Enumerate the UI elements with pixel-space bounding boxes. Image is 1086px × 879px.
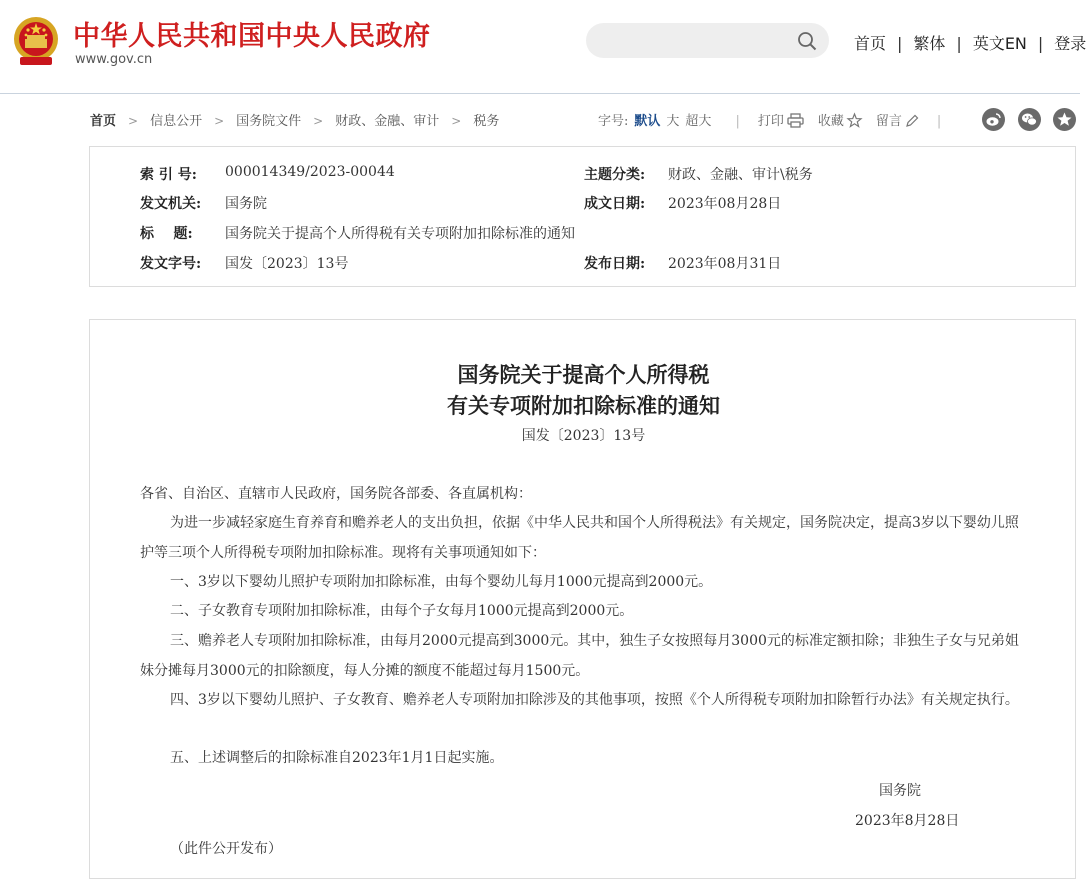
site-title[interactable]: 中华人民共和国中央人民政府 (73, 21, 431, 52)
search-input[interactable] (586, 23, 829, 58)
article-paragraph: 三、赡养老人专项附加扣除标准，由每月2000元提高到3000元。其中，独生子女按照每月3000元的标准定额扣除；非独生子女与兄弟姐妹分摊每月3000元的扣除额度，每人分摊的额度不能超过每月1500元。 (140, 633, 1019, 679)
comment-label: 留言 (875, 114, 902, 129)
article-paragraph: 二、子女教育专项附加扣除标准，由每个子女每月1000元提高到2000元。 (170, 603, 634, 619)
article-doc-number: 国发〔2023〕13号 (521, 428, 646, 444)
meta-index-value: 000014349/2023-00044 (225, 164, 395, 180)
meta-category-label: 主题分类: (584, 167, 646, 183)
breadcrumb-info-open[interactable]: 信息公开 (150, 114, 203, 129)
nav-login[interactable]: 登录 (1054, 34, 1086, 53)
chevron-right-icon: > (451, 114, 462, 128)
breadcrumb-finance[interactable]: 财政、金融、审计 (335, 114, 440, 129)
article-title-line2: 有关专项附加扣除标准的通知 (447, 393, 720, 418)
nav-separator: | (897, 34, 903, 53)
article-salutation: 各省、自治区、直辖市人民政府，国务院各部委、各直属机构： (140, 486, 532, 502)
printer-icon (787, 113, 804, 128)
article-paragraph: 五、上述调整后的扣除标准自2023年1月1日起实施。 (170, 750, 504, 766)
nav-separator: | (956, 34, 962, 53)
star-icon (847, 113, 862, 128)
qzone-share-button[interactable] (1053, 108, 1076, 131)
signer: 国务院 (879, 783, 921, 799)
meta-issuer-value: 国务院 (225, 196, 267, 212)
wechat-share-button[interactable] (1018, 108, 1041, 131)
chevron-right-icon: > (214, 114, 225, 128)
font-size-label: 字号: (598, 114, 629, 129)
nav-separator: | (1037, 34, 1044, 53)
article-paragraph: 为进一步减轻家庭生育养育和赡养老人的支出负担，依据《中华人民共和国个人所得税法》有关规定，国务院决定，提高3岁以下婴幼儿照护等三项个人所得税专项附加扣除标准。现将有关事项通知如下： (140, 515, 1019, 561)
font-size-default[interactable]: 默认 (634, 114, 661, 129)
meta-docno-label: 发文字号: (140, 256, 202, 272)
nav-traditional[interactable]: 繁体 (913, 34, 946, 53)
breadcrumb (90, 110, 499, 129)
qzone-star-icon (1056, 111, 1073, 128)
meta-date-label: 成文日期: (584, 196, 646, 212)
national-emblem-icon[interactable] (12, 15, 60, 67)
divider: | (735, 114, 740, 129)
chevron-right-icon: > (128, 114, 139, 128)
breadcrumb-tax[interactable]: 税务 (473, 114, 500, 129)
pencil-icon (905, 114, 919, 128)
meta-issuer-label: 发文机关: (140, 196, 202, 212)
article-paragraph: 一、3岁以下婴幼儿照护专项附加扣除标准，由每个婴幼儿每月1000元提高到2000元。 (170, 574, 713, 590)
sign-date: 2023年8月28日 (855, 813, 960, 829)
document-meta-table (89, 146, 1076, 287)
meta-pub-value: 2023年08月31日 (668, 256, 782, 272)
nav-home[interactable]: 首页 (854, 34, 887, 53)
nav-english[interactable]: 英文EN (972, 34, 1027, 53)
meta-pub-label: 发布日期: (584, 256, 646, 272)
article-body (89, 319, 1076, 879)
breadcrumb-state-council-docs[interactable]: 国务院文件 (236, 114, 302, 129)
meta-title-label: 标 题: (140, 226, 193, 242)
meta-category-value: 财政、金融、审计\税务 (668, 167, 813, 183)
wechat-icon (1021, 111, 1038, 128)
favorite-label: 收藏 (817, 114, 844, 129)
print-label: 打印 (757, 114, 784, 129)
top-nav (854, 31, 1086, 54)
meta-docno-value: 国发〔2023〕13号 (225, 256, 349, 272)
publish-note: （此件公开发布） (170, 841, 282, 857)
search-icon[interactable] (797, 31, 817, 51)
page-tools (598, 110, 959, 129)
site-header (0, 0, 1086, 94)
article-paragraph: 四、3岁以下婴幼儿照护、子女教育、赡养老人专项附加扣除涉及的其他事项，按照《个人所得税专项附加扣除暂行办法》有关规定执行。 (170, 692, 1019, 708)
favorite-button[interactable] (818, 114, 862, 129)
meta-title-value: 国务院关于提高个人所得税有关专项附加扣除标准的通知 (225, 226, 575, 242)
site-url: www.gov.cn (75, 52, 153, 67)
meta-index-label: 索 引 号: (140, 167, 197, 183)
comment-button[interactable] (876, 114, 919, 129)
article-title-line1: 国务院关于提高个人所得税 (457, 362, 710, 387)
font-size-large[interactable]: 大 (666, 114, 680, 129)
weibo-icon (985, 111, 1002, 128)
weibo-share-button[interactable] (982, 108, 1005, 131)
meta-date-value: 2023年08月28日 (668, 196, 782, 212)
print-button[interactable] (758, 114, 804, 129)
divider: | (936, 114, 942, 129)
chevron-right-icon: > (313, 114, 324, 128)
breadcrumb-home[interactable]: 首页 (90, 114, 117, 129)
font-size-xlarge[interactable]: 超大 (685, 114, 712, 129)
